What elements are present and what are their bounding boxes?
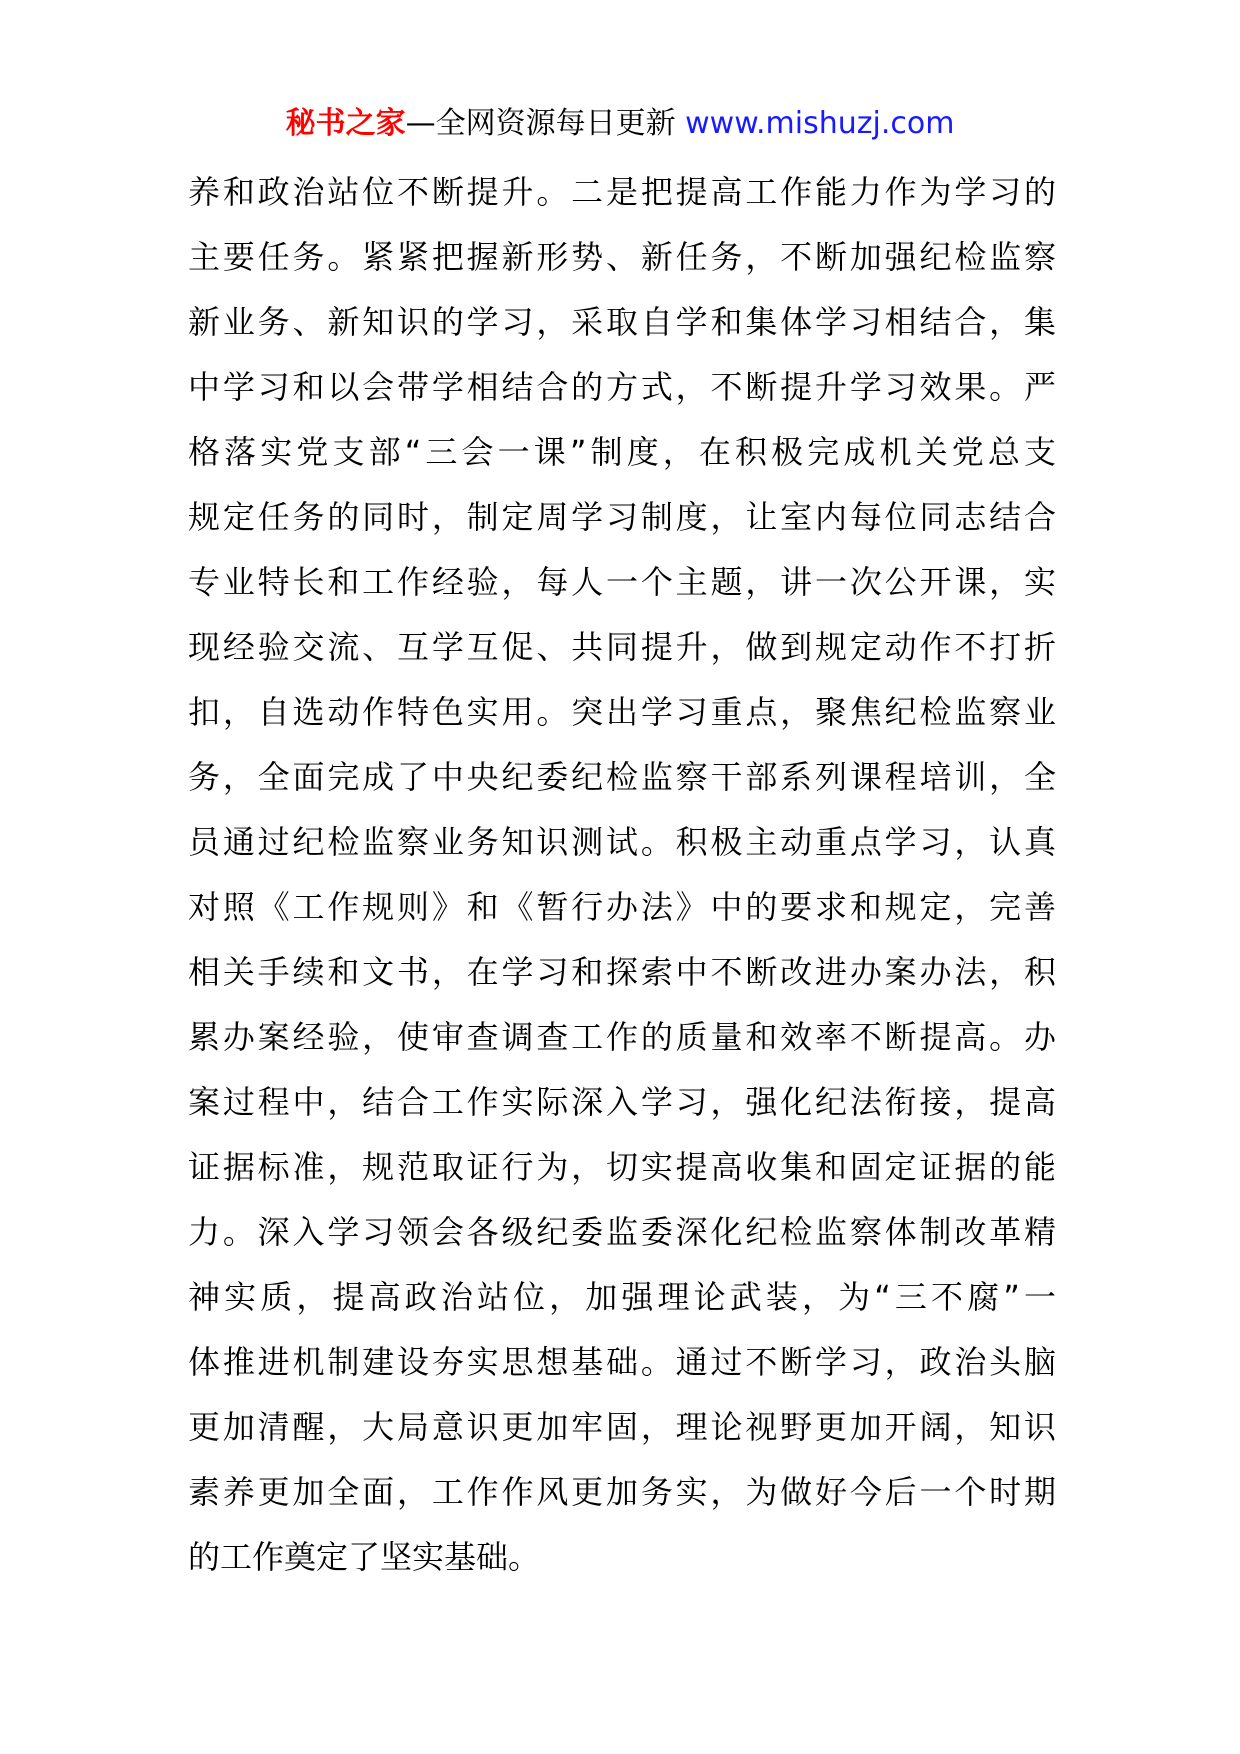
document-body (188, 160, 1056, 1590)
body-line: 对照《工作规则》和《暂行办法》中的要求和规定，完善 (188, 888, 1056, 926)
page-header (0, 104, 1240, 144)
body-line-last: 的工作奠定了坚实基础。 (188, 1538, 541, 1576)
body-line: 现经验交流、互学互促、共同提升，做到规定动作不打折 (188, 628, 1056, 666)
body-line: 格落实党支部“三会一课”制度，在积极完成机关党总支 (188, 433, 1056, 471)
body-line: 累办案经验，使审查调查工作的质量和效率不断提高。办 (188, 1018, 1056, 1056)
body-line: 神实质，提高政治站位，加强理论武装，为“三不腐”一 (188, 1278, 1056, 1316)
body-line: 案过程中，结合工作实际深入学习，强化纪法衔接，提高 (188, 1083, 1056, 1121)
body-line: 力。深入学习领会各级纪委监委深化纪检监察体制改革精 (188, 1213, 1056, 1251)
site-url-link[interactable]: www.mishuzj.com (685, 106, 955, 141)
body-line: 素养更加全面，工作作风更加务实，为做好今后一个时期 (188, 1473, 1056, 1511)
body-line: 更加清醒，大局意识更加牢固，理论视野更加开阔，知识 (188, 1408, 1056, 1446)
body-line: 证据标准，规范取证行为，切实提高收集和固定证据的能 (188, 1148, 1056, 1186)
body-line: 中学习和以会带学相结合的方式，不断提升学习效果。严 (188, 368, 1056, 406)
header-tagline: —全网资源每日更新 (405, 106, 676, 141)
body-line: 新业务、新知识的学习，采取自学和集体学习相结合，集 (188, 303, 1056, 341)
body-line: 规定任务的同时，制定周学习制度，让室内每位同志结合 (188, 498, 1056, 536)
body-line: 相关手续和文书，在学习和探索中不断改进办案办法，积 (188, 953, 1056, 991)
brand-name: 秘书之家 (285, 106, 406, 141)
body-line: 专业特长和工作经验，每人一个主题，讲一次公开课，实 (188, 563, 1056, 601)
body-line: 员通过纪检监察业务知识测试。积极主动重点学习，认真 (188, 823, 1056, 861)
body-line: 务，全面完成了中央纪委纪检监察干部系列课程培训，全 (188, 758, 1056, 796)
body-line: 体推进机制建设夯实思想基础。通过不断学习，政治头脑 (188, 1343, 1056, 1381)
body-line: 扣，自选动作特色实用。突出学习重点，聚焦纪检监察业 (188, 693, 1056, 731)
body-line: 主要任务。紧紧把握新形势、新任务，不断加强纪检监察 (188, 238, 1056, 276)
body-line: 养和政治站位不断提升。二是把提高工作能力作为学习的 (188, 173, 1056, 211)
